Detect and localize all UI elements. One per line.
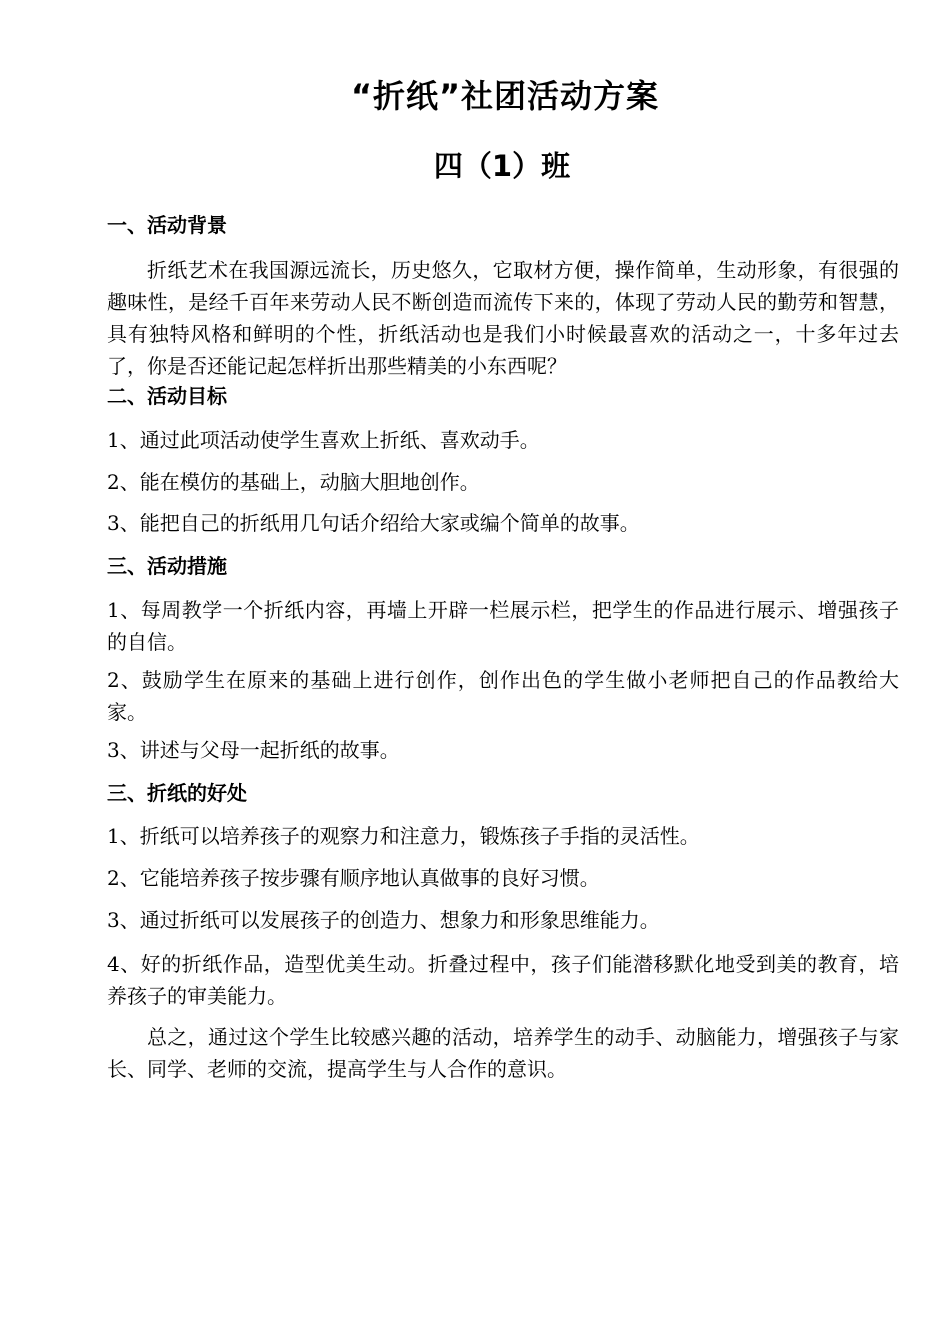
measure-item-3: 3、讲述与父母一起折纸的故事。 bbox=[107, 738, 400, 762]
benefit-item-3: 3、通过折纸可以发展孩子的创造力、想象力和形象思维能力。 bbox=[107, 908, 660, 932]
section-heading-benefits: 三、折纸的好处 bbox=[107, 781, 247, 805]
section-heading-measures: 三、活动措施 bbox=[107, 554, 227, 578]
goal-item-3: 3、能把自己的折纸用几句话介绍给大家或编个简单的故事。 bbox=[107, 511, 640, 535]
benefit-item-4: 4、好的折纸作品，造型优美生动。折叠过程中，孩子们能潜移默化地受到美的教育，培养孩子的审美能力。 bbox=[107, 952, 899, 1008]
document-subtitle: 四（1）班 bbox=[433, 149, 571, 183]
section-heading-goals: 二、活动目标 bbox=[107, 384, 227, 408]
benefit-item-2: 2、它能培养孩子按步骤有顺序地认真做事的良好习惯。 bbox=[107, 866, 600, 890]
section-heading-background: 一、活动背景 bbox=[107, 213, 227, 237]
measure-item-1: 1、每周教学一个折纸内容，再墙上开辟一栏展示栏，把学生的作品进行展示、增强孩子的自信。 bbox=[107, 598, 899, 654]
measure-item-2: 2、鼓励学生在原来的基础上进行创作，创作出色的学生做小老师把自己的作品教给大家。 bbox=[107, 668, 899, 724]
goal-item-1: 1、通过此项活动使学生喜欢上折纸、喜欢动手。 bbox=[107, 428, 540, 452]
conclusion-paragraph: 总之，通过这个学生比较感兴趣的活动，培养学生的动手、动脑能力，增强孩子与家长、同学、老师的交流，提高学生与人合作的意识。 bbox=[107, 1025, 899, 1081]
benefit-item-1: 1、折纸可以培养孩子的观察力和注意力，锻炼孩子手指的灵活性。 bbox=[107, 824, 700, 848]
document-title: “折纸”社团活动方案 bbox=[350, 77, 660, 115]
paragraph-background: 折纸艺术在我国源远流长，历史悠久，它取材方便，操作简单，生动形象，有很强的趣味性，是经千百年来劳动人民不断创造而流传下来的，体现了劳动人民的勤劳和智慧，具有独特风格和鲜明的个性，折纸活动也是我们小时候最喜欢的活动之一，十多年过去了，你是否还能记起怎样折出那些精美的小东西呢？ bbox=[107, 258, 899, 378]
goal-item-2: 2、能在模仿的基础上，动脑大胆地创作。 bbox=[107, 470, 480, 494]
